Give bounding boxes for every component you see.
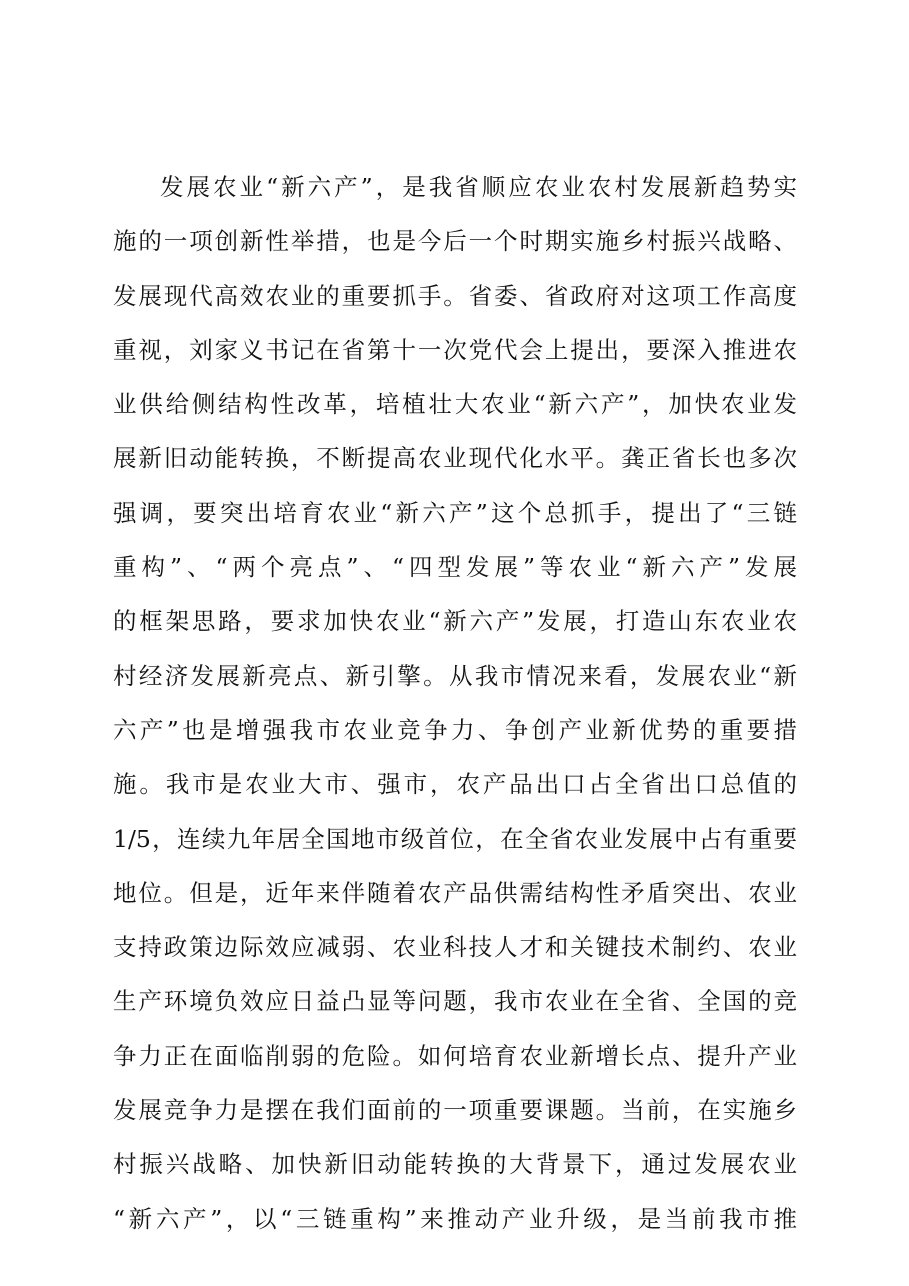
paragraph-line: 重视，刘家义书记在省第十一次党代会上提出，要深入推进农 (113, 335, 797, 364)
paragraph-line: “新六产”，以“三链重构”来推动产业升级，是当前我市推 (113, 1204, 797, 1233)
paragraph-line: 重构”、“两个亮点”、“四型发展”等农业“新六产”发展 (113, 553, 797, 582)
body-paragraph (113, 160, 797, 1246)
paragraph-line: 施的一项创新性举措，也是今后一个时期实施乡村振兴战略、 (113, 227, 797, 256)
paragraph-line: 生产环境负效应日益凸显等问题，我市农业在全省、全国的竞 (113, 987, 797, 1016)
paragraph-line: 发展农业“新六产”，是我省顺应农业农村发展新趋势实 (160, 173, 797, 201)
paragraph-line: 六产”也是增强我市农业竞争力、争创产业新优势的重要措 (113, 715, 797, 744)
paragraph-line: 展新旧动能转换，不断提高农业现代化水平。龚正省长也多次 (113, 444, 797, 473)
paragraph-line: 业供给侧结构性改革，培植壮大农业“新六产”，加快农业发 (113, 390, 797, 419)
paragraph-line: 发展现代高效农业的重要抓手。省委、省政府对这项工作高度 (113, 281, 797, 310)
paragraph-line: 争力正在面临削弱的危险。如何培育农业新增长点、提升产业 (113, 1041, 797, 1070)
paragraph-line: 地位。但是，近年来伴随着农产品供需结构性矛盾突出、农业 (113, 878, 797, 907)
paragraph-line: 村振兴战略、加快新旧动能转换的大背景下，通过发展农业 (113, 1150, 797, 1179)
paragraph-line: 发展竞争力是摆在我们面前的一项重要课题。当前，在实施乡 (113, 1096, 797, 1125)
paragraph-line: 的框架思路，要求加快农业“新六产”发展，打造山东农业农 (113, 607, 797, 636)
paragraph-line: 1/5，连续九年居全国地市级首位，在全省农业发展中占有重要 (113, 824, 797, 853)
paragraph-line: 强调，要突出培育农业“新六产”这个总抓手，提出了“三链 (113, 498, 797, 527)
paragraph-line: 村经济发展新亮点、新引擎。从我市情况来看，发展农业“新 (113, 661, 797, 690)
paragraph-line: 施。我市是农业大市、强市，农产品出口占全省出口总值的 (113, 770, 797, 799)
paragraph-line: 支持政策边际效应减弱、农业科技人才和关键技术制约、农业 (113, 933, 797, 962)
